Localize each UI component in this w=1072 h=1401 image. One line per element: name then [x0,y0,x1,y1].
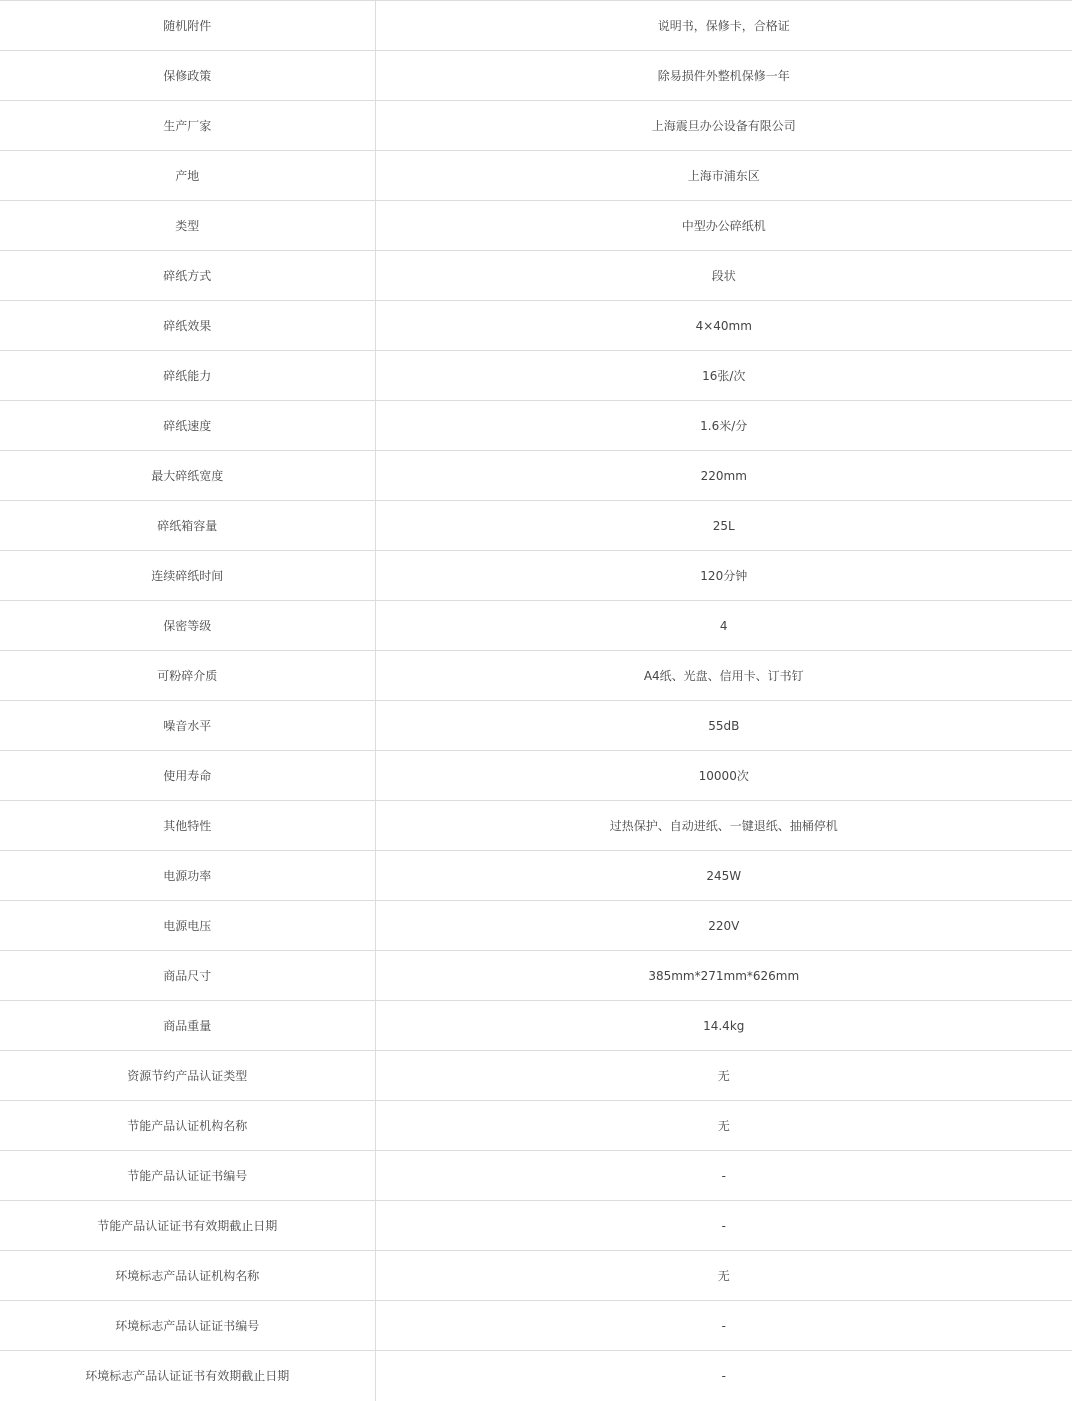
spec-value: 除易损件外整机保修一年 [375,51,1072,101]
spec-row-weight [0,1001,1072,1051]
spec-name: 环境标志产品认证证书有效期截止日期 [0,1351,375,1401]
spec-name: 节能产品认证证书有效期截止日期 [0,1201,375,1251]
spec-value: 段状 [375,251,1072,301]
spec-value: 245W [375,851,1072,901]
spec-value: 无 [375,1251,1072,1301]
spec-value: 中型办公碎纸机 [375,201,1072,251]
spec-row-lifespan [0,751,1072,801]
spec-row-max-width [0,451,1072,501]
spec-row-bin-capacity [0,501,1072,551]
spec-name: 噪音水平 [0,701,375,751]
spec-name: 使用寿命 [0,751,375,801]
spec-name: 电源功率 [0,851,375,901]
spec-value: 16张/次 [375,351,1072,401]
spec-row-resource-cert-type [0,1051,1072,1101]
spec-row-type [0,201,1072,251]
spec-value: 4×40mm [375,301,1072,351]
spec-value: 说明书，保修卡，合格证 [375,1,1072,51]
spec-name: 节能产品认证机构名称 [0,1101,375,1151]
spec-value: 过热保护、自动进纸、一键退纸、抽桶停机 [375,801,1072,851]
spec-name: 碎纸箱容量 [0,501,375,551]
spec-value: 385mm*271mm*626mm [375,951,1072,1001]
spec-row-shred-speed [0,401,1072,451]
spec-value: - [375,1151,1072,1201]
spec-row-power [0,851,1072,901]
spec-value: 25L [375,501,1072,551]
spec-row-shred-size [0,301,1072,351]
spec-name: 商品尺寸 [0,951,375,1001]
spec-name: 电源电压 [0,901,375,951]
spec-name: 随机附件 [0,1,375,51]
spec-row-warranty [0,51,1072,101]
spec-name: 碎纸效果 [0,301,375,351]
spec-row-energy-cert-number [0,1151,1072,1201]
spec-name: 其他特性 [0,801,375,851]
spec-row-energy-cert-body [0,1101,1072,1151]
spec-value: - [375,1301,1072,1351]
spec-value: A4纸、光盘、信用卡、订书钉 [375,651,1072,701]
spec-name: 节能产品认证证书编号 [0,1151,375,1201]
spec-value: 无 [375,1101,1072,1151]
spec-name: 碎纸方式 [0,251,375,301]
spec-value: 1.6米/分 [375,401,1072,451]
spec-name: 碎纸能力 [0,351,375,401]
spec-row-media [0,651,1072,701]
spec-name: 资源节约产品认证类型 [0,1051,375,1101]
spec-value: - [375,1351,1072,1401]
spec-row-eco-cert-expiry [0,1351,1072,1401]
spec-value: 10000次 [375,751,1072,801]
spec-row-security-level [0,601,1072,651]
spec-value: - [375,1201,1072,1251]
spec-row-dimensions [0,951,1072,1001]
spec-value: 4 [375,601,1072,651]
spec-table-body [0,1,1072,1401]
spec-value: 上海震旦办公设备有限公司 [375,101,1072,151]
spec-row-run-time [0,551,1072,601]
spec-name: 商品重量 [0,1001,375,1051]
spec-name: 连续碎纸时间 [0,551,375,601]
spec-row-shred-style [0,251,1072,301]
spec-row-accessories [0,1,1072,51]
spec-name: 最大碎纸宽度 [0,451,375,501]
spec-name: 环境标志产品认证证书编号 [0,1301,375,1351]
spec-row-manufacturer [0,101,1072,151]
spec-row-energy-cert-expiry [0,1201,1072,1251]
spec-name: 环境标志产品认证机构名称 [0,1251,375,1301]
spec-name: 可粉碎介质 [0,651,375,701]
spec-row-origin [0,151,1072,201]
spec-value: 120分钟 [375,551,1072,601]
spec-value: 220V [375,901,1072,951]
spec-value: 14.4kg [375,1001,1072,1051]
spec-value: 无 [375,1051,1072,1101]
spec-row-shred-capacity [0,351,1072,401]
spec-row-noise [0,701,1072,751]
spec-name: 保修政策 [0,51,375,101]
spec-row-features [0,801,1072,851]
spec-name: 碎纸速度 [0,401,375,451]
spec-name: 保密等级 [0,601,375,651]
spec-name: 生产厂家 [0,101,375,151]
spec-value: 55dB [375,701,1072,751]
spec-name: 类型 [0,201,375,251]
spec-value: 上海市浦东区 [375,151,1072,201]
spec-row-eco-cert-number [0,1301,1072,1351]
spec-row-voltage [0,901,1072,951]
spec-value: 220mm [375,451,1072,501]
spec-row-eco-cert-body [0,1251,1072,1301]
spec-name: 产地 [0,151,375,201]
